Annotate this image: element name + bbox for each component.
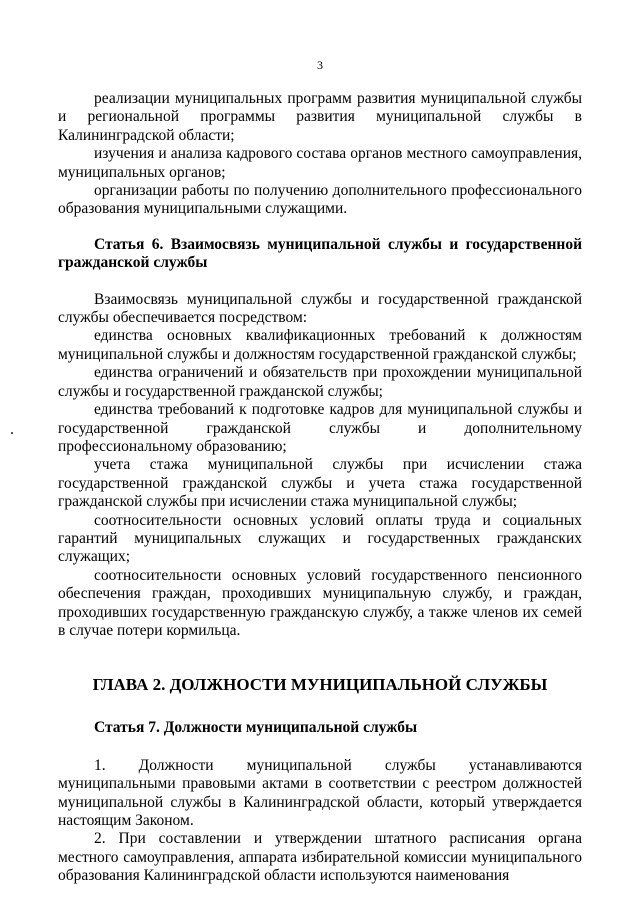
intro-paragraph: реализации муниципальных программ развития муниципальной службы и региональной программы развития муниципальной службы в Калининградской области;: [58, 90, 582, 144]
chapter-2-title: ГЛАВА 2. ДОЛЖНОСТИ МУНИЦИПАЛЬНОЙ СЛУЖБЫ: [92, 675, 548, 695]
article-7-paragraph: 1. Должности муниципальной службы устанавливаются муниципальными правовыми актами в соответствии с реестром должностей муниципальной службы в Калининградской области, который утверждается настоящим Законом.: [58, 756, 582, 829]
article-6-paragraph: единства ограничений и обязательств при прохождении муниципальной службы и государственной гражданской службы;: [58, 364, 582, 400]
article-6-paragraph: единства основных квалификационных требований к должностям муниципальной службы и должностям государственной гражданской службы;: [58, 327, 582, 363]
page-number: 3: [317, 58, 323, 72]
article-6-paragraph: соотносительности основных условий государственного пенсионного обеспечения граждан, проходивших муниципальную службу, и граждан, проходивших государственную гражданскую службу, а также членов их семей в случае потери кормильца.: [58, 566, 582, 639]
article-7-paragraph: 2. При составлении и утверждении штатного расписания органа местного самоуправления, аппарата избирательной комиссии муниципального образования Калининградской области используются наименования: [58, 830, 582, 885]
article-6-heading: Статья 6. Взаимосвязь муниципальной службы и государственной гражданской службы: [58, 235, 582, 272]
article-6-paragraph: учета стажа муниципальной службы при исчислении стажа государственной гражданской службы и учета стажа государственной гражданской службы при исчислении стажа муниципальной службы;: [58, 456, 582, 511]
article-7-heading: Статья 7. Должности муниципальной службы: [94, 719, 418, 737]
scan-speck: [11, 432, 13, 434]
intro-paragraph: изучения и анализа кадрового состава органов местного самоуправления, муниципальных органов;: [58, 145, 582, 181]
intro-paragraph: организации работы по получению дополнительного профессионального образования муниципальными служащими.: [58, 182, 582, 218]
article-6-paragraph: Взаимосвязь муниципальной службы и государственной гражданской службы обеспечивается посредством:: [58, 290, 582, 327]
article-6-paragraph: единства требований к подготовке кадров для муниципальной службы и государственной гражданской службы и дополнительному профессиональному образованию;: [58, 401, 582, 455]
document-body: [58, 90, 582, 886]
article-6-paragraph: соотносительности основных условий оплаты труда и социальных гарантий муниципальных служащих и государственных гражданских служащих;: [58, 511, 582, 566]
